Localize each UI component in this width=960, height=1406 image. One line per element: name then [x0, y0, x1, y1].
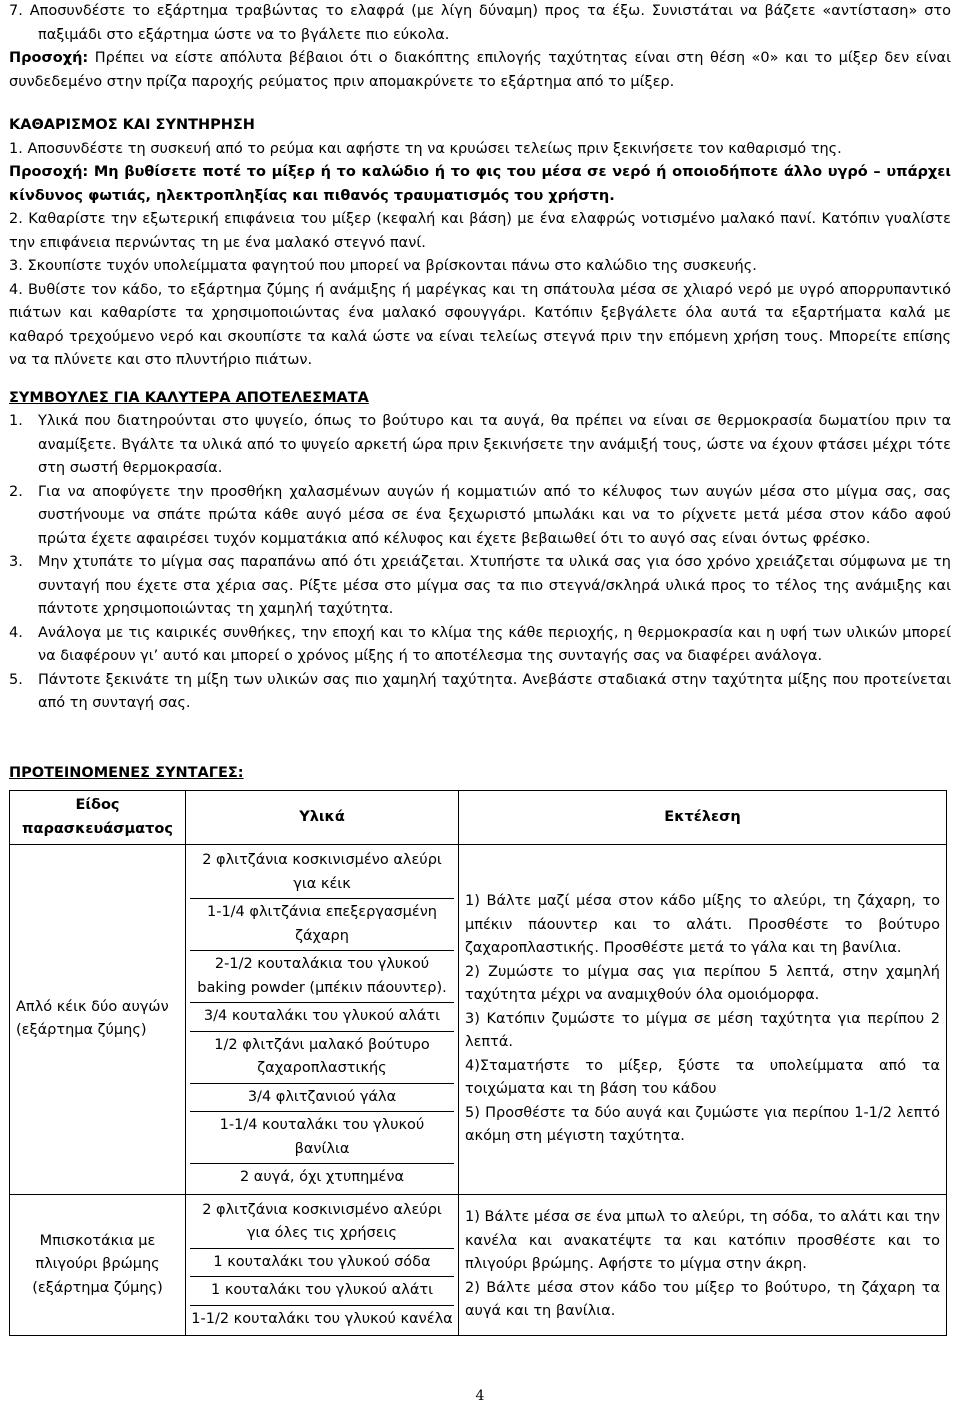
cleaning-item-1: 1. Αποσυνδέστε τη συσκευή από το ρεύμα και αφήστε τη να κρυώσει τελείως πριν ξεκινήσετε τον καθαρισμό της. [9, 140, 842, 157]
method-step: 3) Κατόπιν ζυμώστε το μίγμα σε μέση ταχύτητα για περίπου 2 λεπτά. [465, 1010, 940, 1050]
tip-text: Πάντοτε ξεκινάτε τη μίξη των υλικών σας πιο χαμηλή ταχύτητα. Ανεβάστε σταδιακά στην ταχύτητα μίξης που προτείνεται από τη συνταγή σας. [38, 671, 951, 711]
tip-item [9, 622, 951, 669]
recipes-heading: ΠΡΟΤΕΙΝΟΜΕΝΕΣ ΣΥΝΤΑΓΕΣ: [9, 765, 244, 781]
ingredient: 1 κουταλάκι του γλυκού σόδα [190, 1249, 454, 1278]
cleaning-item-4: 4. Βυθίστε τον κάδο, το εξάρτημα ζύμης ή ανάμιξης ή μαρέγκας και τη σπάτουλα μέσα σε χλιαρό νερό με υγρό απορρυπαντικό πιάτων και καθαρίστε τα χρησιμοποιώντας ένα μαλακό σφουγγάρι. Κατόπιν ξεβγάλετε όλα αυτά τα εξαρτήματα καλά με καθαρό τρεχούμενο νερό και σκουπίστε τα καλά ώστε να είναι τελείως στεγνά πριν την επόμενη χρήση τους. Μπορείτε επίσης να τα πλύνετε και στο πλυντήριο πιάτων. [9, 281, 951, 368]
header-ingredients: Υλικά [186, 791, 459, 845]
ingredient: 2-1/2 κουταλάκια του γλυκού baking powder (μπέκιν πάουντερ). [190, 951, 454, 1003]
header-type: Είδος παρασκευάσματος [10, 791, 186, 845]
tip-item [9, 551, 951, 622]
warning-label: Προσοχή: [9, 50, 89, 66]
cleaning-warning-label: Προσοχή [9, 164, 83, 180]
ingredient: 3/4 κουταλάκι του γλυκού αλάτι [190, 1003, 454, 1032]
method-step: 4)Σταματήστε το μίξερ, ξύστε τα υπολείμματα από τα τοιχώματα και τη βάση του κάδου [465, 1057, 940, 1097]
method-step: 1) Βάλτε μαζί μέσα στον κάδο μίξης το αλεύρι, τη ζάχαρη, το μπέκιν πάουντερ και το αλάτι. Προσθέστε το βούτυρο ζαχαροπλαστικής. Προσθέστε μετά το γάλα και τη βανίλια. [465, 893, 940, 956]
tips-heading: ΣΥΜΒΟΥΛΕΣ ΓΙΑ ΚΑΛΥΤΕΡΑ ΑΠΟΤΕΛΕΣΜΑΤΑ [9, 389, 369, 406]
recipe-type: Μπισκοτάκια με πλιγούρι βρώμης (εξάρτημα ζύμης) [10, 1194, 186, 1336]
cleaning-heading: ΚΑΘΑΡΙΣΜΟΣ ΚΑΙ ΣΥΝΤΗΡΗΣΗ [9, 117, 255, 133]
method-cell [459, 1194, 947, 1336]
ingredient: 2 φλιτζάνια κοσκινισμένο αλεύρι για κέικ [190, 847, 454, 899]
warning-paragraph [9, 47, 951, 94]
header-method: Εκτέλεση [459, 791, 947, 845]
ingredient: 2 φλιτζάνια κοσκινισμένο αλεύρι για όλες τις χρήσεις [190, 1197, 454, 1249]
ingredient: 3/4 φλιτζανιού γάλα [190, 1084, 454, 1113]
tip-number: 3. [9, 554, 23, 570]
method-step: 5) Προσθέστε τα δύο αυγά και ζυμώστε για περίπου 1-1/2 λεπτό ακόμη στη μέγιστη ταχύτητα. [465, 1104, 940, 1144]
ingredient: 2 αυγά, όχι χτυπημένα [239, 1169, 405, 1185]
ingredient: 1/2 φλιτζάνι μαλακό βούτυρο ζαχαροπλαστικής [190, 1032, 454, 1084]
tip-number: 1. [9, 413, 23, 429]
method-cell [459, 845, 947, 1195]
tip-number: 4. [9, 624, 23, 641]
ingredient: 1-1/4 φλιτζάνια επεξεργασμένη ζάχαρη [190, 899, 454, 951]
cleaning-item-3: 3. Σκουπίστε τυχόν υπολείμματα φαγητού που μπορεί να βρίσκονται πάνω στο καλώδιο της συσκευής. [9, 258, 757, 274]
method-step: 1) Βάλτε μέσα σε ένα μπωλ το αλεύρι, τη σόδα, το αλάτι και την κανέλα και ανακατέψτε τα και κατόπιν προσθέστε και το πλιγούρι βρώμης. Αφήστε το μίγμα στην άκρη. [465, 1209, 940, 1272]
page-text [9, 0, 951, 781]
method-step: 2) Ζυμώστε το μίγμα σας για περίπου 5 λεπτά, στην χαμηλή ταχύτητα μέχρι να αναμιχθούν όλα ομοιόμορφα. [465, 963, 940, 1003]
ingredient: 1-1/4 κουταλάκι του γλυκού βανίλια [190, 1112, 454, 1164]
tip-number: 5. [9, 671, 23, 688]
tip-item [9, 669, 951, 716]
page-number: 4 [475, 1388, 485, 1404]
method-step: 2) Βάλτε μέσα στον κάδο του μίξερ το βούτυρο, τη ζάχαρη τα αυγά και τη βανίλια. [465, 1279, 940, 1319]
tip-text: Υλικά που διατηρούνται στο ψυγείο, όπως το βούτυρο και τα αυγά, θα πρέπει να είναι σε θερμοκρασία δωματίου πριν τα αναμίξετε. Βγάλτε τα υλικά από το ψυγείο αρκετή ώρα πριν ξεκινήσετε την ανάμιξή τους, ώστε να έχουν φτάσει μέχρι τότε στη σωστή θερμοκρασία. [38, 413, 951, 476]
warning-text: Πρέπει να είστε απόλυτα βέβαιοι ότι ο διακόπτης επιλογής ταχύτητας είναι στη θέση «0» και το μίξερ δεν είναι συνδεδεμένο στην πρίζα παροχής ρεύματος πριν απομακρύνετε το εξάρτημα από το μίξερ. [9, 50, 951, 90]
ingredients-cell [186, 1194, 459, 1336]
ingredients-cell [186, 845, 459, 1195]
table-header-row [10, 791, 947, 845]
tip-text: Ανάλογα με τις καιρικές συνθήκες, την εποχή και το κλίμα της κάθε περιοχής, η θερμοκρασία και η υφή των υλικών μπορεί να διαφέρουν γι’ αυτό και μπορεί ο χρόνος μίξης ή το αποτέλεσμα της συνταγής σας να διαφέρει ανάλογα. [38, 624, 951, 664]
tip-text: Μην χτυπάτε το μίγμα σας παραπάνω από ότι χρειάζεται. Χτυπήστε τα υλικά σας για όσο χρόνο χρειάζεται σύμφωνα με τη συνταγή που έχετε στα χέρια σας. Ρίξτε μέσα στο μίγμα σας τα πιο στεγνά/σκληρά υλικά προς το τέλος της ανάμιξης και πάντοτε χρησιμοποιώντας τη χαμηλή ταχύτητα. [38, 554, 951, 617]
table-row [10, 845, 947, 1195]
item-7: 7. Αποσυνδέστε το εξάρτημα τραβώντας το ελαφρά (με λίγη δύναμη) προς τα έξω. Συνιστάται να βάζετε «αντίσταση» στο παξιμάδι στο εξάρτημα ώστε να το βγάλετε πιο εύκολα. [9, 3, 951, 43]
ingredient: 1 κουταλάκι του γλυκού αλάτι [190, 1277, 454, 1306]
ingredient: 1-1/2 κουταλάκι του γλυκού κανέλα [191, 1310, 453, 1327]
recipes-table [9, 790, 947, 1336]
cleaning-item-2: 2. Καθαρίστε την εξωτερική επιφάνεια του μίξερ (κεφαλή και βάση) με ένα ελαφρώς νοτισμένο μαλακό πανί. Κατόπιν γυαλίστε την επιφάνεια περνώντας τη με ένα μαλακό στεγνό πανί. [9, 211, 951, 251]
cleaning-warning [9, 161, 951, 208]
table-row [10, 1194, 947, 1336]
tip-item [9, 481, 951, 552]
cleaning-warning-text: : Μη βυθίσετε ποτέ το μίξερ ή το καλώδιο ή το φις του μέσα σε νερό ή οποιοδήποτε άλλο υγρό – υπάρχει κίνδυνος φωτιάς, ηλεκτροπληξίας και πιθανός τραυματισμός του χρήστη. [9, 164, 951, 204]
tip-number: 2. [9, 483, 23, 500]
tip-text: Για να αποφύγετε την προσθήκη χαλασμένων αυγών ή κομματιών από το κέλυφος των αυγών μέσα στο μίγμα σας, σας συστήνουμε να σπάτε πρώτα κάθε αυγό μέσα σε ένα ξεχωριστό μπωλάκι και να το ρίχνετε μετά μέσα στον κάδο αφού πρώτα έχετε αφαιρέσει τυχόν κομματάκια από κέλυφος και έχετε βεβαιωθεί ότι το αυγό σας είναι όντως φρέσκο. [38, 483, 951, 547]
recipe-type: Απλό κέικ δύο αυγών (εξάρτημα ζύμης) [10, 845, 186, 1195]
tip-item [9, 410, 951, 481]
